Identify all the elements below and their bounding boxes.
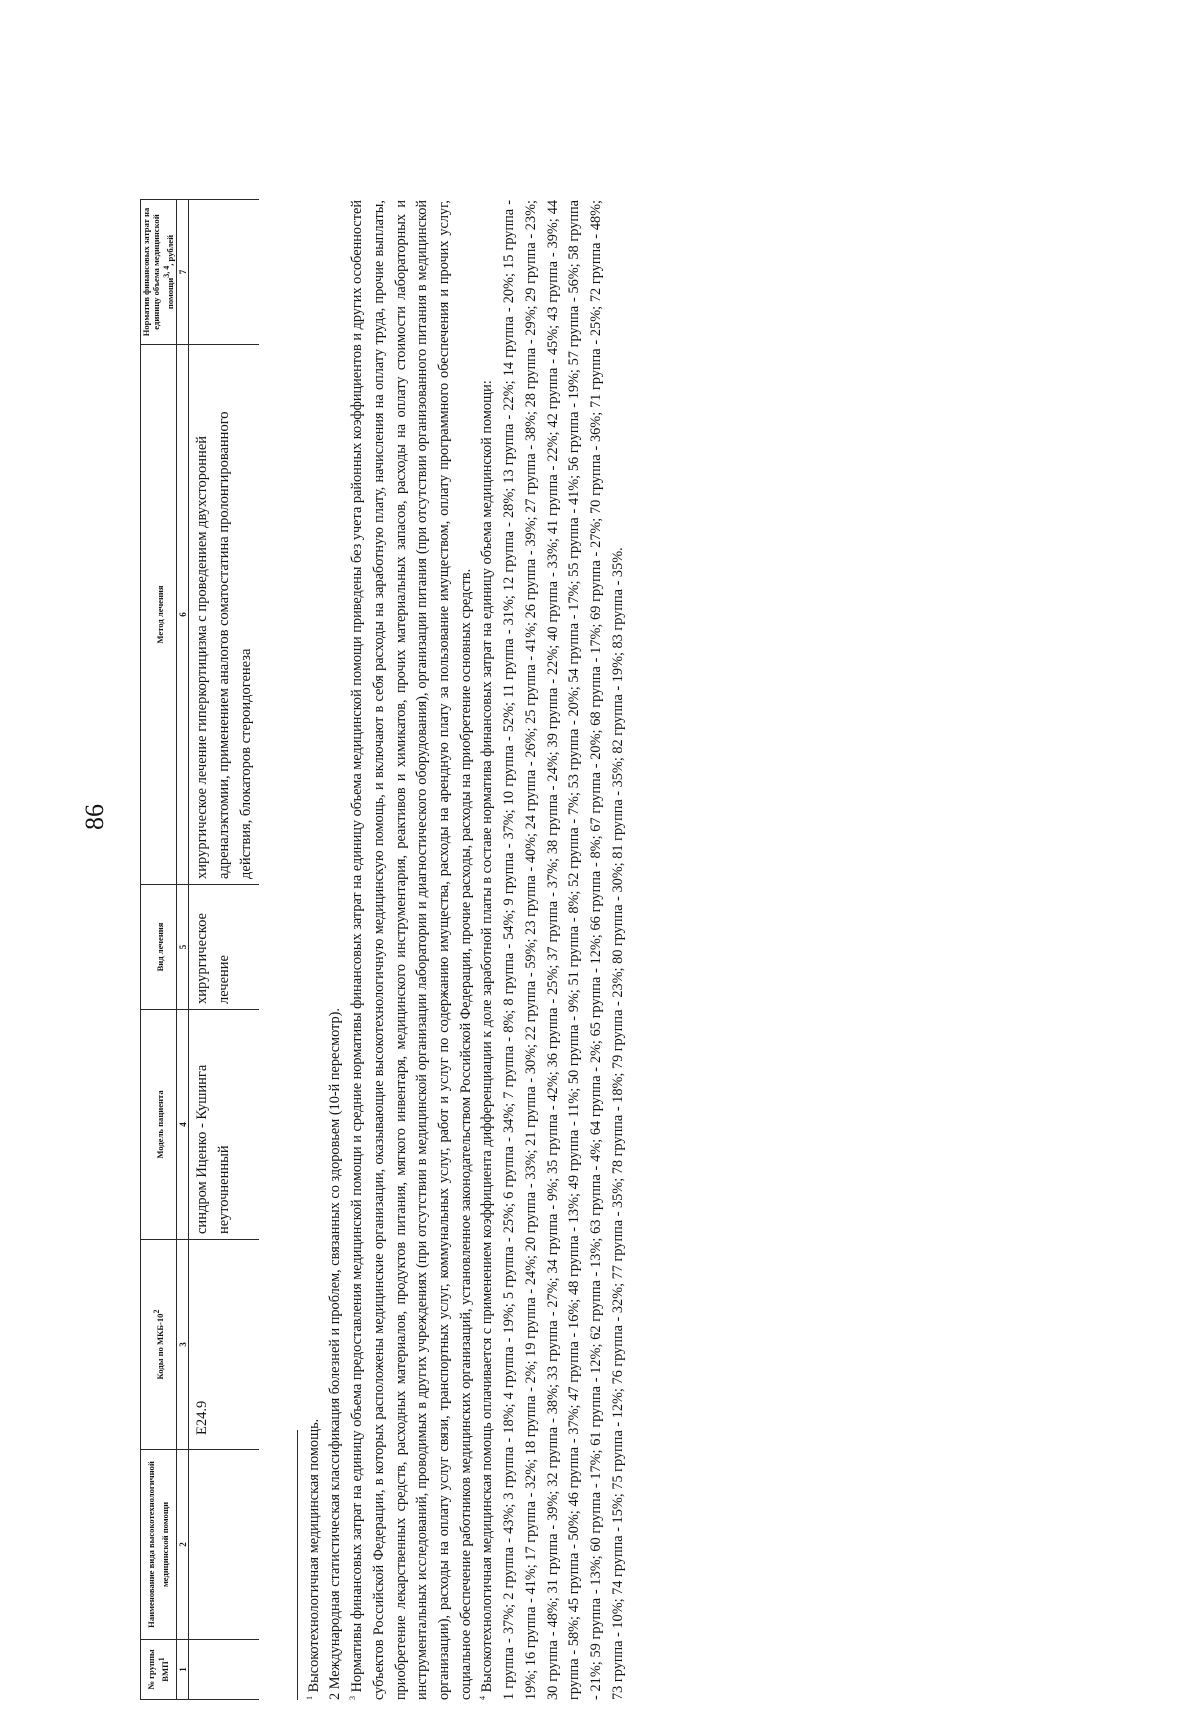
- column-number: 7: [177, 200, 189, 345]
- footnote-4: $^4$ Высокотехнологичная медицинская помощь оплачивается с применением коэффициента дифференциации к доле заработной платы в составе норматива финансовых затрат на единицу объема медицинской помощи:: [478, 380, 496, 1700]
- column-number: 5: [177, 885, 189, 1010]
- table-header-row: [141, 200, 177, 1700]
- cell-treatment-type: хирургическое лечение: [189, 885, 259, 1010]
- header-group-number: № группы ВМП$^1$: [141, 1640, 177, 1700]
- rotated-page-content: [140, 200, 970, 1700]
- cell-mkb-code: E24.9: [189, 1240, 259, 1450]
- cell-group-number: [189, 1640, 259, 1700]
- footnote-1: $^1$ Высокотехнологичная медицинская помощь.: [304, 1418, 322, 1700]
- vmp-table: [140, 199, 259, 1700]
- header-treatment-type: Вид лечения: [141, 885, 177, 1010]
- column-number: 1: [177, 1640, 189, 1700]
- column-number: 4: [177, 1010, 189, 1240]
- group-coefficients-list: 1 группа - 37%; 2 группа - 43%; 3 группа - 18%; 4 группа - 19%; 5 группа - 25%; 6 группа - 34%; 7 группа - 8%; 8 группа - 54%; 9 группа - 37%; 10 группа - 52%; 11 группа - 31%; 12 группа - 28%; 13 группа - 22%; 14 группа - 20%; 15 группа - 19%; 16 группа - 41%; 17 группа - 32%; 18 группа - 2%; 19 группа - 24%; 20 группа - 33%; 21 группа - 30%; 22 группа - 59%; 23 группа - 40%; 24 группа - 26%; 25 группа - 41%; 26 группа - 39%; 27 группа - 38%; 28 группа - 29%; 29 группа - 23%; 30 группа - 48%; 31 группа - 39%; 32 группа - 38%; 33 группа - 27%; 34 группа - 9%; 35 группа - 42%; 36 группа - 25%; 37 группа - 37%; 38 группа - 24%; 39 группа - 22%; 40 группа - 33%; 41 группа - 22%; 42 группа - 45%; 43 группа - 39%; 44 группа - 58%; 45 группа - 50%; 46 группа - 37%; 47 группа - 16%; 48 группа - 13%; 49 группа - 11%; 50 группа - 9%; 51 группа - 8%; 52 группа - 7%; 53 группа - 20%; 54 группа - 17%; 55 группа - 41%; 56 группа - 19%; 57 группа - 56%; 58 группа - 21%; 59 группа - 13%; 60 группа - 17%; 61 группа - 12%; 62 группа - 13%; 63 группа - 4%; 64 группа - 2%; 65 группа - 12%; 66 группа - 8%; 67 группа - 20%; 68 группа - 17%; 69 группа - 27%; 70 группа - 36%; 71 группа - 25%; 72 группа - 48%; 73 группа - 10%; 74 группа - 15%; 75 группа - 12%; 76 группа - 32%; 77 группа - 35%; 78 группа - 18%; 79 группа - 23%; 80 группа - 30%; 81 группа - 35%; 82 группа - 19%; 83 группа - 35%.: [501, 200, 626, 1700]
- footnote-3: $^3$ Нормативы финансовых затрат на единицу объема предоставления медицинской помощи и средние нормативы финансовых затрат на единицу объема медицинской помощи приведены без учета районных коэффициентов и других особенностей субъектов Российской Федерации, в которых расположены медицинские организации, оказывающие высокотехнологичную медицинскую помощь, и включают в себя расходы на заработную плату, начисления на оплату труда, прочие выплаты, приобретение лекарственных средств, расходных материалов, продуктов питания, мягкого инвентаря, медицинского инструментария, реактивов и химикатов, прочих материальных запасов, расходы на оплату стоимости лабораторных и инструментальных исследований, проводимых в других учреждениях (при отсутствии в медицинской организации лаборатории и диагностического оборудования), организации питания (при отсутствии организованного питания в медицинской организации), расходы на оплату услуг связи, транспортных услуг, коммунальных услуг, работ и услуг по содержанию имущества, расходы на арендную плату за пользование имуществом, оплату программного обеспечения и прочих услуг, социальное обеспечение работников медицинских организаций, установленное законодательством Российской Федерации, прочие расходы, расходы на приобретение основных средств.: [348, 199, 474, 1700]
- header-treatment-method: Метод лечения: [141, 345, 177, 885]
- header-vmp-name: Наименование вида высокотехнологичной медицинской помощи: [141, 1450, 177, 1640]
- column-number-row: [177, 200, 189, 1700]
- cell-patient-model: синдром Иценко - Кушинга неуточненный: [189, 1010, 259, 1240]
- header-patient-model: Модель пациента: [141, 1010, 177, 1240]
- header-mkb-codes: Коды по МКБ-$10^2$: [141, 1240, 177, 1450]
- page-number: 86: [80, 804, 109, 830]
- cell-vmp-name: [189, 1450, 259, 1640]
- cell-financial-norm: [189, 200, 259, 345]
- table-row: [189, 200, 259, 1700]
- column-number: 2: [177, 1450, 189, 1640]
- footnote-separator: [297, 1430, 298, 1700]
- cell-treatment-method: хирургическое лечение гиперкортицизма с проведением двухсторонней адреналэктомии, применением аналогов соматостатина пролонгированного действия, блокаторов стероидогенеза: [189, 345, 259, 885]
- column-number: 6: [177, 345, 189, 885]
- column-number: 3: [177, 1240, 189, 1450]
- header-financial-norm: Норматив финансовых затрат на единицу объема медицинской помощи$^{3, 4}$, рублей: [141, 200, 177, 345]
- footnote-2: 2 Международная статистическая классификация болезней и проблем, связанных со здоровьем (10-й пересмотр).: [327, 1008, 344, 1700]
